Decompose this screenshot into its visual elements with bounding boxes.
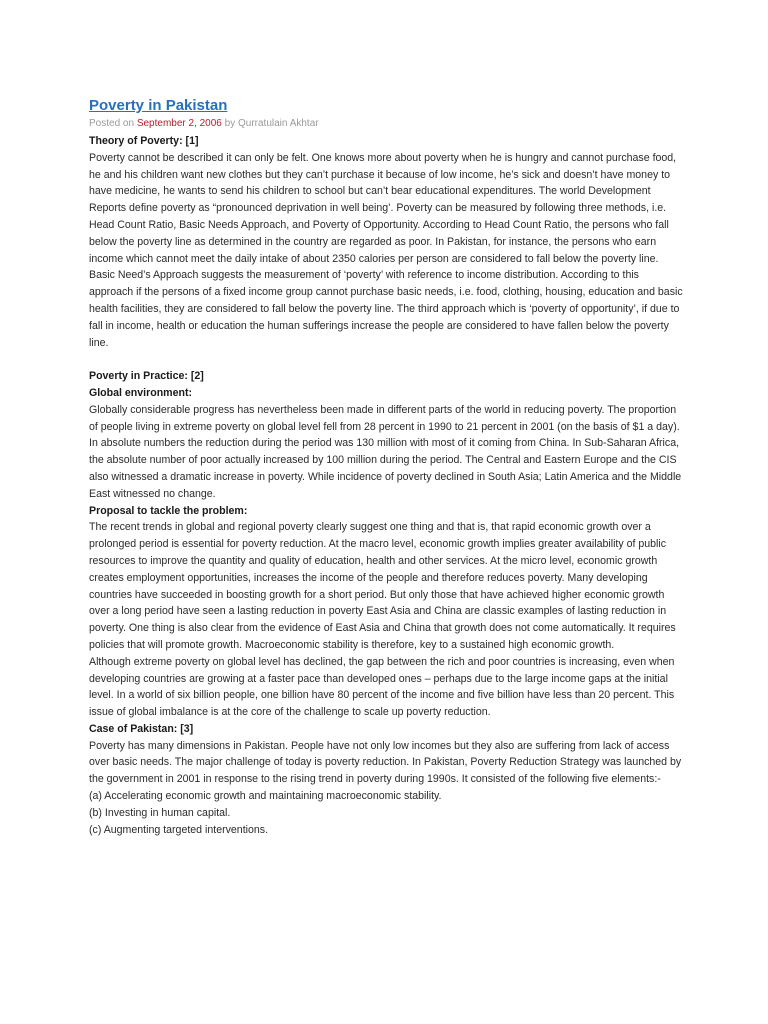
section-heading-theory: Theory of Poverty: [1] bbox=[89, 135, 199, 147]
blog-post bbox=[89, 96, 683, 838]
posted-on-label: Posted on bbox=[89, 118, 137, 129]
paragraph: The recent trends in global and regional poverty clearly suggest one thing and that is, that rapid economic growth over a prolonged period is essential for poverty reduction. At the macro level, economic growth implies greater availability of public resources to improve the quantity and quality of education, health and other services. At the micro level, economic growth creates employment opportunities, increases the income of the people and therefore reduces poverty. Many developing countries have succeeded in boosting growth for a short period. But only those that have achieved higher economic growth over a long period have seen a lasting reduction in poverty East Asia and China are classic examples of lasting reduction in poverty. One thing is also clear from the evidence of East Asia and China that growth does not come automatically. It requires policies that will promote growth. Macroeconomic stability is therefore, key to a sustained high economic growth. bbox=[89, 521, 676, 651]
post-title-link[interactable]: Poverty in Pakistan bbox=[89, 97, 228, 114]
list-item: (c) Augmenting targeted interventions. bbox=[89, 823, 269, 836]
post-meta bbox=[89, 117, 683, 131]
section-heading-practice: Poverty in Practice: [2] bbox=[89, 370, 204, 383]
paragraph: Poverty has many dimensions in Pakistan. People have not only low incomes but they also are suffering from lack of access over basic needs. The major challenge of today is poverty reduction. In Pakistan, Poverty Reduction Strategy was launched by the government in 2001 in response to the rising trend in poverty during 1990s. It consisted of the following five elements:- bbox=[89, 739, 682, 786]
paragraph: Although extreme poverty on global level has declined, the gap between the rich and poor countries is increasing, even when developing countries are growing at a faster pace than developed ones – perhaps due to the large income gaps at the initial level. In a world of six billion people, one billion have 80 percent of the income and five billion have less than 20 percent. This issue of global imbalance is at the core of the challenge to scale up poverty reduction. bbox=[89, 655, 675, 719]
spacer bbox=[89, 351, 683, 368]
post-date-link[interactable]: September 2, 2006 bbox=[136, 118, 222, 129]
section-heading-pakistan: Case of Pakistan: [3] bbox=[89, 722, 194, 735]
list-item: (b) Investing in human capital. bbox=[89, 806, 231, 819]
post-author: by Qurratulain Akhtar bbox=[221, 118, 319, 129]
paragraph: Globally considerable progress has nevertheless been made in different parts of the world in reducing poverty. The proportion of people living in extreme poverty on global level fell from 28 percent in 1990 to 21 percent in 2001 (on the basis of $1 a day). In absolute numbers the reduction during the period was 130 million with most of it coming from China. In Sub-Saharan Africa, the absolute number of poor actually increased by 100 million during the period. The Central and Eastern Europe and the CIS also witnessed a dramatic increase in poverty. While incidence of poverty declined in South Asia; Latin America and the Middle East witnessed no change. bbox=[89, 403, 682, 500]
section-subheading-global: Global environment: bbox=[89, 386, 193, 399]
section-heading-proposal: Proposal to tackle the problem: bbox=[89, 504, 248, 517]
post-content bbox=[89, 133, 683, 838]
list-item: (a) Accelerating economic growth and maintaining macroeconomic stability. bbox=[89, 790, 442, 803]
paragraph: Poverty cannot be described it can only be felt. One knows more about poverty when he is hungry and cannot purchase food, he and his children want new clothes but they can’t purchase it because of low income, he’s sick and doesn’t have money to have medicine, he wants to send his children to school but can’t bear educational expenditures. The world Development Reports define poverty as “pronounced deprivation in well being’. Poverty can be measured by following three methods, i.e. Head Count Ratio, Basic Needs Approach, and Poverty of Opportunity. According to Head Count Ratio, the persons who fall below the poverty line as determined in the country are regarded as poor. In Pakistan, for instance, the persons who earn income which cannot meet the daily intake of about 2350 calories per person are considered to fall below the poverty line. Basic Need’s Approach suggests the measurement of ‘poverty’ with reference to income distribution. According to this approach if the persons of a fixed income group cannot purchase basic needs, i.e. food, clothing, housing, education and basic health facilities, they are considered to fall below the poverty line. The third approach which is ‘poverty of opportunity’, if due to fall in income, health or education the human sufferings increase the people are considered to have fallen below the poverty line. bbox=[89, 151, 683, 349]
